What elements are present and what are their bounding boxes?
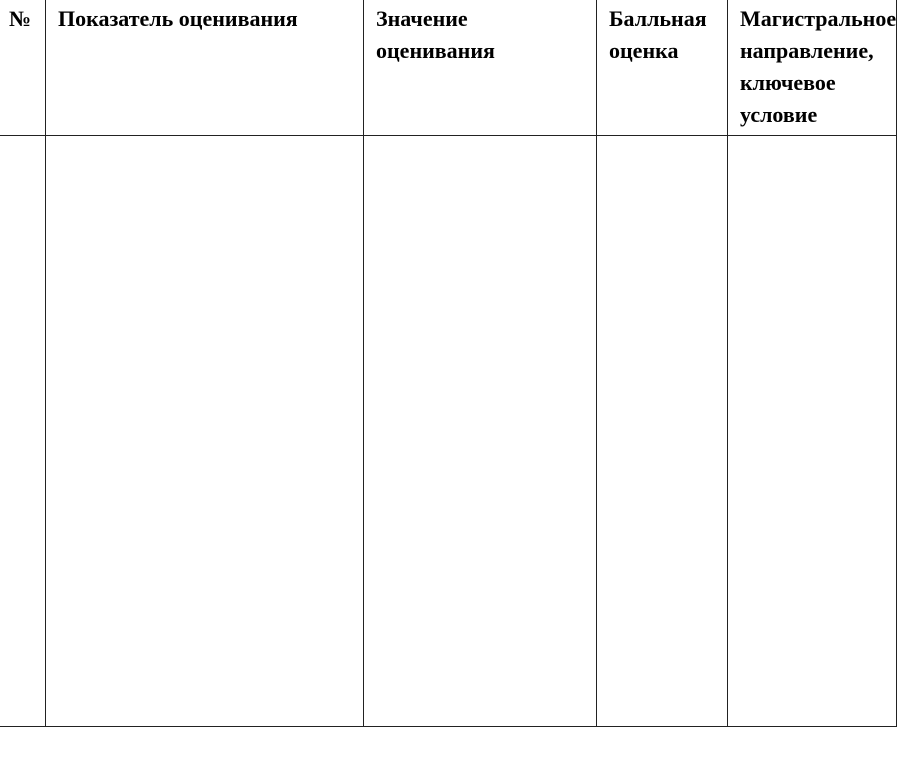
cell-number [0, 136, 46, 727]
header-value: Значение оценивания [364, 0, 597, 136]
cell-value [364, 136, 597, 727]
table-row [0, 136, 897, 727]
table-header-row [0, 0, 897, 136]
cell-indicator [46, 136, 364, 727]
header-indicator: Показатель оценивания [46, 0, 364, 136]
header-number: № [0, 0, 46, 136]
cell-direction [728, 136, 897, 727]
cell-score [597, 136, 728, 727]
header-score: Балльная оценка [597, 0, 728, 136]
header-direction: Магистральное направление, ключевое условие [728, 0, 897, 136]
